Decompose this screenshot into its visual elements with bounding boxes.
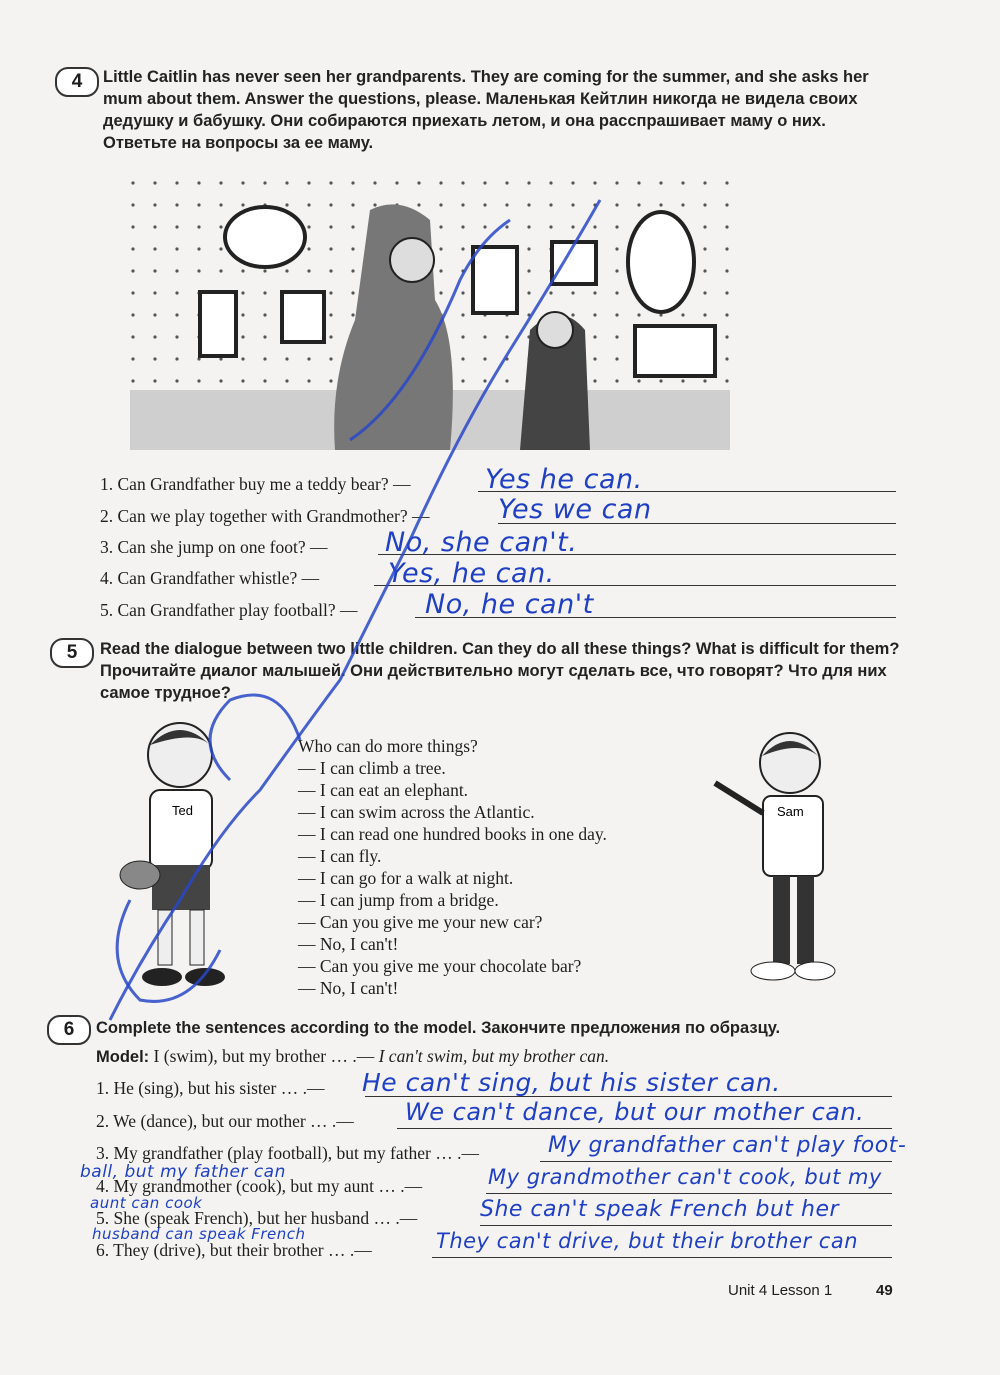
item-3: 3. My grandfather (play football), but my father … .— xyxy=(96,1143,479,1163)
handwritten-answer-5: No, he can't xyxy=(425,589,594,620)
item-line-4 xyxy=(486,1193,892,1194)
dialogue-line-11: — No, I can't! xyxy=(298,978,399,998)
item-4: 4. My grandmother (cook), but my aunt … .— xyxy=(96,1176,423,1196)
exercise-5-number: 5 xyxy=(50,638,94,668)
exercise-4-instruction-en: Little Caitlin has never seen her grandparents. They are coming for the summer, and she asks her mum about them. Answer the questions, please. xyxy=(103,68,869,108)
exercise-6-number: 6 xyxy=(47,1015,91,1045)
item-line-3 xyxy=(540,1161,892,1162)
item-2: 2. We (dance), but our mother … .— xyxy=(96,1111,354,1131)
handwritten-answer-4: Yes, he can. xyxy=(388,558,555,589)
dialogue-line-4: — I can read one hundred books in one day. xyxy=(298,824,607,844)
handwritten-item-4: My grandmother can't cook, but my xyxy=(488,1165,882,1189)
handwritten-item-1: He can't sing, but his sister can. xyxy=(362,1068,781,1097)
handwritten-item-4-cont: aunt can cook xyxy=(90,1194,203,1212)
dialogue-title: Who can do more things? xyxy=(298,736,478,756)
handwritten-answer-3: No, she can't. xyxy=(385,527,578,558)
exercise-4-number: 4 xyxy=(55,67,99,97)
model-answer: I can't swim, but my brother can. xyxy=(378,1046,610,1066)
dialogue-line-1: — I can climb a tree. xyxy=(298,758,446,778)
handwritten-item-3: My grandfather can't play foot- xyxy=(548,1133,907,1158)
question-4: 4. Can Grandfather whistle? — xyxy=(100,568,320,588)
footer-unit-lesson: Unit 4 Lesson 1 xyxy=(728,1282,833,1299)
handwritten-item-3-cont: ball, but my father can xyxy=(80,1162,286,1182)
model-label: Model: xyxy=(96,1048,150,1066)
dialogue-line-6: — I can go for a walk at night. xyxy=(298,868,514,888)
model-prompt: I (swim), but my brother … .— xyxy=(153,1046,375,1066)
dialogue-line-9: — No, I can't! xyxy=(298,934,399,954)
handwritten-answer-1: Yes he can. xyxy=(485,464,643,495)
exercise-5-instruction-ru: Прочитайте диалог малышей. Они действительно могут сделать все, что говорят? Что для них самое трудное? xyxy=(100,662,887,702)
handwritten-answer-2: Yes we can xyxy=(498,494,652,525)
handwritten-item-5: She can't speak French but her xyxy=(480,1197,840,1222)
item-5: 5. She (speak French), but her husband … .— xyxy=(96,1208,418,1228)
handwritten-item-5-cont: husband can speak French xyxy=(92,1225,306,1243)
item-line-5 xyxy=(480,1225,892,1226)
item-line-2 xyxy=(397,1128,892,1129)
boy-sam-illustration xyxy=(705,728,845,983)
sam-shirt-label: Sam xyxy=(777,804,804,819)
exercise-6-instruction: Complete the sentences according to the model. Закончите предложения по образцу. xyxy=(96,1019,781,1037)
question-2: 2. Can we play together with Grandmother? — xyxy=(100,506,430,526)
exercise-4-instruction-ru: Маленькая Кейтлин никогда не видела своих дедушку и бабушку. Они собираются приехать летом, и она расспрашивает маму о них. Ответьте на вопросы за ее маму. xyxy=(103,90,858,152)
question-3: 3. Can she jump on one foot? — xyxy=(100,537,328,557)
dialogue-line-3: — I can swim across the Atlantic. xyxy=(298,802,535,822)
handwritten-item-6: They can't drive, but their brother can xyxy=(436,1229,859,1253)
question-5: 5. Can Grandfather play football? — xyxy=(100,600,358,620)
handwritten-check-scribble xyxy=(80,180,700,1080)
ted-shirt-label: Ted xyxy=(172,803,193,818)
exercise-5-instruction-en: Read the dialogue between two little children. Can they do all these things? What is difficult for them? xyxy=(100,640,900,658)
question-1: 1. Can Grandfather buy me a teddy bear? — xyxy=(100,474,411,494)
exercise-4-instruction xyxy=(103,66,903,154)
item-6: 6. They (drive), but their brother … .— xyxy=(96,1240,372,1260)
dialogue-line-8: — Can you give me your new car? xyxy=(298,912,543,932)
dialogue-line-2: — I can eat an elephant. xyxy=(298,780,469,800)
dialogue-line-7: — I can jump from a bridge. xyxy=(298,890,499,910)
item-line-6 xyxy=(432,1257,892,1258)
dialogue-line-10: — Can you give me your chocolate bar? xyxy=(298,956,582,976)
handwritten-item-2: We can't dance, but our mother can. xyxy=(405,1098,865,1126)
dialogue-line-5: — I can fly. xyxy=(298,846,382,866)
page-number: 49 xyxy=(876,1282,893,1299)
item-1: 1. He (sing), but his sister … .— xyxy=(96,1078,325,1098)
